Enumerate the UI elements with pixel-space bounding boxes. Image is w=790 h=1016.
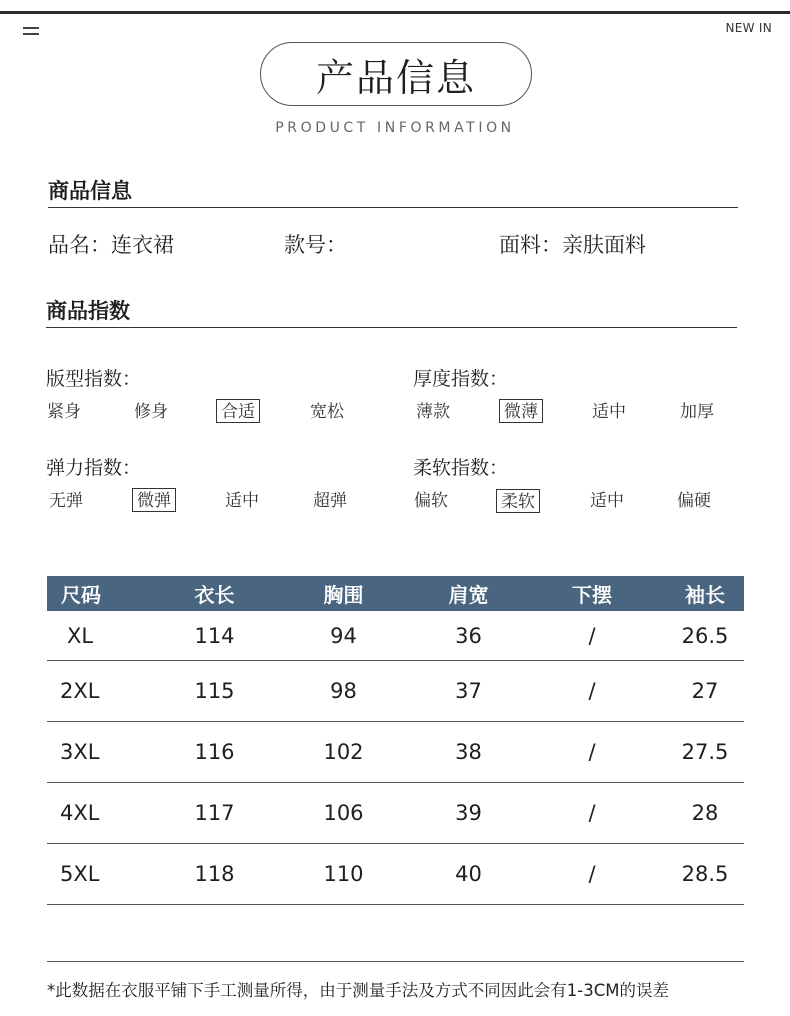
- cell-length: 116: [161, 722, 268, 783]
- elasticity-index-label: 弹力指数：: [46, 457, 142, 479]
- cell-size: 4XL: [47, 783, 161, 844]
- menu-icon[interactable]: [23, 27, 39, 37]
- table-row: [47, 722, 744, 783]
- cell-size: 5XL: [47, 844, 161, 905]
- thickness-option-slightly-thin-selected: 微薄: [499, 399, 543, 423]
- softness-option-medium: 适中: [590, 491, 624, 511]
- softness-index-label: 柔软指数：: [413, 457, 509, 479]
- table-row: [47, 661, 744, 722]
- cell-hem: /: [518, 722, 666, 783]
- softness-option-soft-selected: 柔软: [496, 489, 540, 513]
- cell-shoulder: 36: [419, 611, 518, 661]
- header-hem: 下摆: [518, 576, 666, 611]
- cell-bust: 102: [268, 722, 419, 783]
- page-title-text: 产品信息: [315, 55, 476, 100]
- cell-hem: /: [518, 661, 666, 722]
- cell-shoulder: 39: [419, 783, 518, 844]
- header-size: 尺码: [47, 576, 161, 611]
- cell-sleeve: 27.5: [666, 722, 744, 783]
- measurement-footnote: *此数据在衣服平铺下手工测量所得，由于测量手法及方式不同因此会有1-3CM的误差: [47, 981, 669, 1000]
- cell-sleeve: 28: [666, 783, 744, 844]
- top-rule: [0, 11, 790, 14]
- cell-shoulder: 40: [419, 844, 518, 905]
- softness-option-hard: 偏硬: [677, 491, 711, 511]
- cell-sleeve: 26.5: [666, 611, 744, 661]
- cell-hem: /: [518, 844, 666, 905]
- cell-size: 2XL: [47, 661, 161, 722]
- thickness-option-thin: 薄款: [416, 402, 450, 422]
- table-row: [47, 844, 744, 905]
- page-subtitle: PRODUCT INFORMATION: [275, 120, 515, 136]
- thickness-option-medium: 适中: [592, 402, 626, 422]
- product-fabric: 面料：亲肤面料: [499, 233, 646, 257]
- header-shoulder: 肩宽: [419, 576, 518, 611]
- cell-length: 118: [161, 844, 268, 905]
- cell-sleeve: 27: [666, 661, 744, 722]
- thickness-option-thick: 加厚: [680, 402, 714, 422]
- product-index-heading: 商品指数: [46, 299, 130, 323]
- cell-shoulder: 37: [419, 661, 518, 722]
- product-info-divider: [48, 207, 738, 208]
- new-in-label[interactable]: NEW IN: [725, 21, 772, 35]
- cell-length: 114: [161, 611, 268, 661]
- table-row: [47, 611, 744, 661]
- cell-bust: 106: [268, 783, 419, 844]
- header-bust: 胸围: [268, 576, 419, 611]
- cell-length: 117: [161, 783, 268, 844]
- cell-size: 3XL: [47, 722, 161, 783]
- cell-hem: /: [518, 611, 666, 661]
- header-length: 衣长: [161, 576, 268, 611]
- size-table-header: [47, 576, 744, 611]
- cell-bust: 110: [268, 844, 419, 905]
- product-style-no: 款号：: [284, 233, 347, 257]
- fit-index-label: 版型指数：: [46, 368, 142, 390]
- cell-size: XL: [47, 611, 161, 661]
- cell-bust: 98: [268, 661, 419, 722]
- elasticity-option-super: 超弹: [313, 491, 347, 511]
- table-row: [47, 783, 744, 844]
- cell-length: 115: [161, 661, 268, 722]
- elasticity-option-slight-selected: 微弹: [132, 488, 176, 512]
- header-sleeve: 袖长: [666, 576, 744, 611]
- size-table: [47, 576, 744, 905]
- fit-option-regular-selected: 合适: [216, 399, 260, 423]
- fit-option-tight: 紧身: [47, 402, 81, 422]
- product-name: 品名：连衣裙: [48, 233, 174, 257]
- softness-option-softish: 偏软: [414, 491, 448, 511]
- thickness-index-label: 厚度指数：: [413, 368, 509, 390]
- page-title: [260, 42, 532, 106]
- elasticity-option-none: 无弹: [49, 491, 83, 511]
- fit-option-loose: 宽松: [310, 402, 344, 422]
- cell-sleeve: 28.5: [666, 844, 744, 905]
- fit-option-slim: 修身: [134, 402, 168, 422]
- product-index-divider: [46, 327, 737, 328]
- product-info-heading: 商品信息: [48, 179, 132, 203]
- elasticity-option-medium: 适中: [225, 491, 259, 511]
- cell-bust: 94: [268, 611, 419, 661]
- cell-shoulder: 38: [419, 722, 518, 783]
- cell-hem: /: [518, 783, 666, 844]
- footnote-divider: [47, 961, 744, 962]
